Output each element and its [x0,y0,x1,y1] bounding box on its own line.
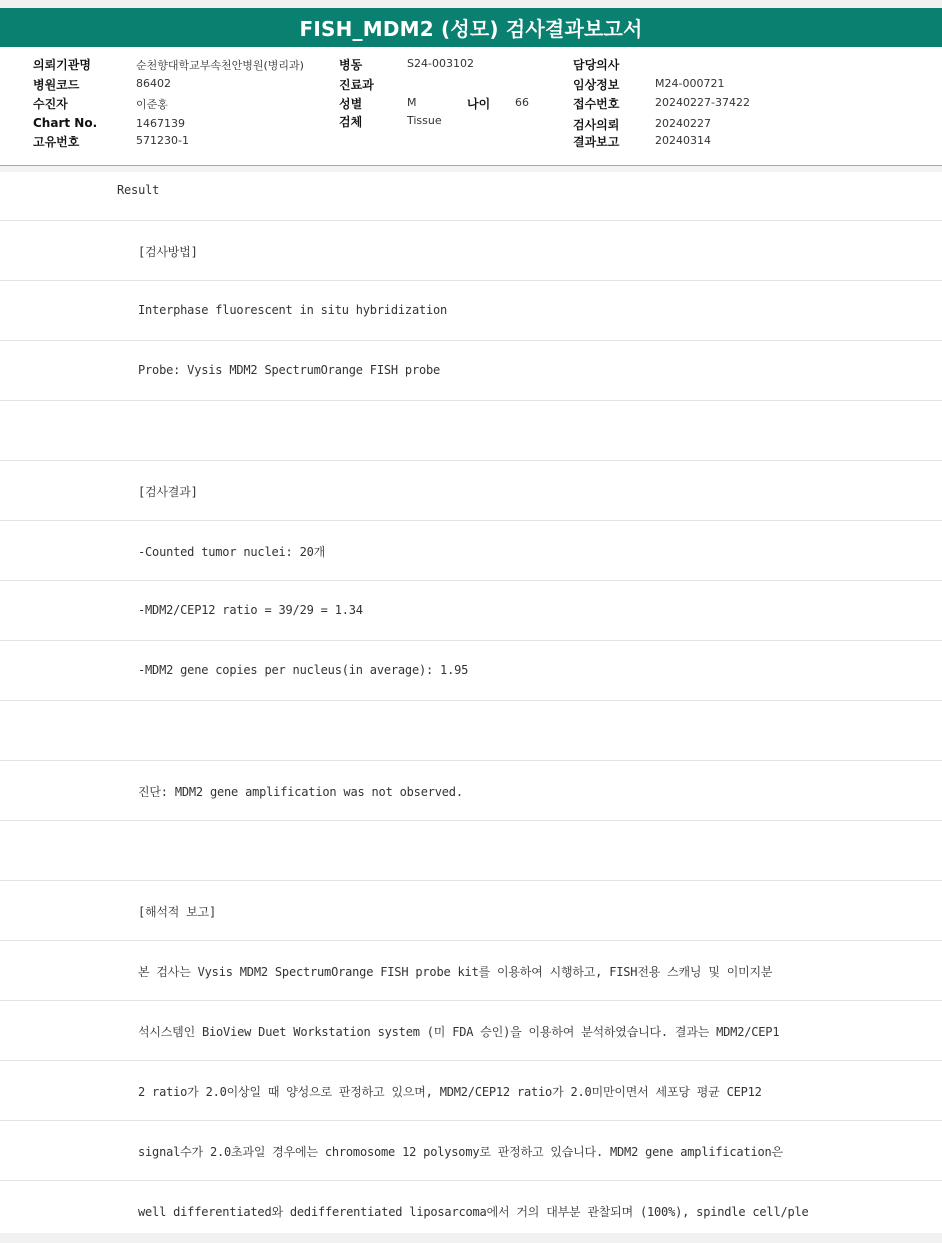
patient-value: 이준홍 [136,98,168,111]
result-row [0,761,942,821]
result-row [0,1061,942,1121]
age-value: 66 [515,96,529,109]
patient-info-panel [0,47,942,166]
result-line: -MDM2 gene copies per nucleus(in average): 1.95 [138,663,469,677]
report-title-bar [0,8,942,47]
institution-label: 의뢰기관명 [33,58,91,72]
sex-value: M [407,96,417,109]
result-row [0,281,942,341]
result-row [0,1181,942,1240]
result-row [0,701,942,761]
result-row [0,641,942,701]
request-date-label: 검사의뢰 [573,118,620,132]
result-row [0,401,942,461]
request-date-value: 20240227 [655,117,711,130]
result-row [0,172,942,221]
result-heading: Result [117,183,160,197]
sex-label: 성별 [339,97,363,111]
institution-value: 순천향대학교부속천안병원(병리과) [136,59,304,72]
unique-id-label: 고유번호 [33,135,80,149]
patient-label: 수진자 [33,97,68,111]
interpretation-line: 2 ratio가 2.0이상일 때 양성으로 판정하고 있으며, MDM2/CEP12 ratio가 2.0미만이면서 세포당 평균 CEP12 [138,1085,762,1099]
interpretation-heading: [해석적 보고] [138,905,217,919]
chart-no-value: 1467139 [136,117,185,130]
ward-label: 병동 [339,58,363,72]
hospital-code-value: 86402 [136,77,171,90]
clinical-info-value: M24-000721 [655,77,725,90]
diagnosis-line: 진단: MDM2 gene amplification was not observed. [138,785,463,799]
result-row [0,341,942,401]
result-section [0,172,942,1240]
result-row [0,1121,942,1181]
result-line: -Counted tumor nuclei: 20개 [138,545,326,559]
clinical-info-label: 임상정보 [573,78,620,92]
result-line: -MDM2/CEP12 ratio = 39/29 = 1.34 [138,603,363,617]
top-strip [0,0,942,8]
result-row [0,221,942,281]
result-row [0,581,942,641]
unique-id-value: 571230-1 [136,134,189,147]
interpretation-line: 본 검사는 Vysis MDM2 SpectrumOrange FISH probe kit를 이용하여 시행하고, FISH전용 스캐닝 및 이미지분 [138,965,773,979]
result-row [0,521,942,581]
result-line: Probe: Vysis MDM2 SpectrumOrange FISH probe [138,363,441,377]
result-row [0,941,942,1001]
results-heading: [검사결과] [138,485,198,499]
doctor-label: 담당의사 [573,58,620,72]
interpretation-line: well differentiated와 dedifferentiated liposarcoma에서 거의 대부분 관찰되며 (100%), spindle cell/ple [138,1205,809,1219]
result-row [0,821,942,881]
chart-no-label: Chart No. [33,116,98,130]
result-row [0,461,942,521]
receipt-no-value: 20240227-37422 [655,96,750,109]
receipt-no-label: 접수번호 [573,97,620,111]
bottom-strip [0,1233,942,1243]
age-label: 나이 [467,97,491,111]
result-row [0,1001,942,1061]
method-heading: [검사방법] [138,245,198,259]
interpretation-line: 석시스템인 BioView Duet Workstation system (미 FDA 승인)을 이용하여 분석하였습니다. 결과는 MDM2/CEP1 [138,1025,780,1039]
result-row [0,881,942,941]
interpretation-line: signal수가 2.0초과일 경우에는 chromosome 12 polysomy로 판정하고 있습니다. MDM2 gene amplification은 [138,1145,783,1159]
report-date-value: 20240314 [655,134,711,147]
result-line: Interphase fluorescent in situ hybridization [138,303,448,317]
report-title: FISH_MDM2 (성모) 검사결과보고서 [299,17,643,41]
specimen-label: 검체 [339,115,363,129]
specimen-value: Tissue [407,114,442,127]
report-date-label: 결과보고 [573,135,620,149]
department-label: 진료과 [339,78,374,92]
ward-value: S24-003102 [407,57,474,70]
hospital-code-label: 병원코드 [33,78,80,92]
